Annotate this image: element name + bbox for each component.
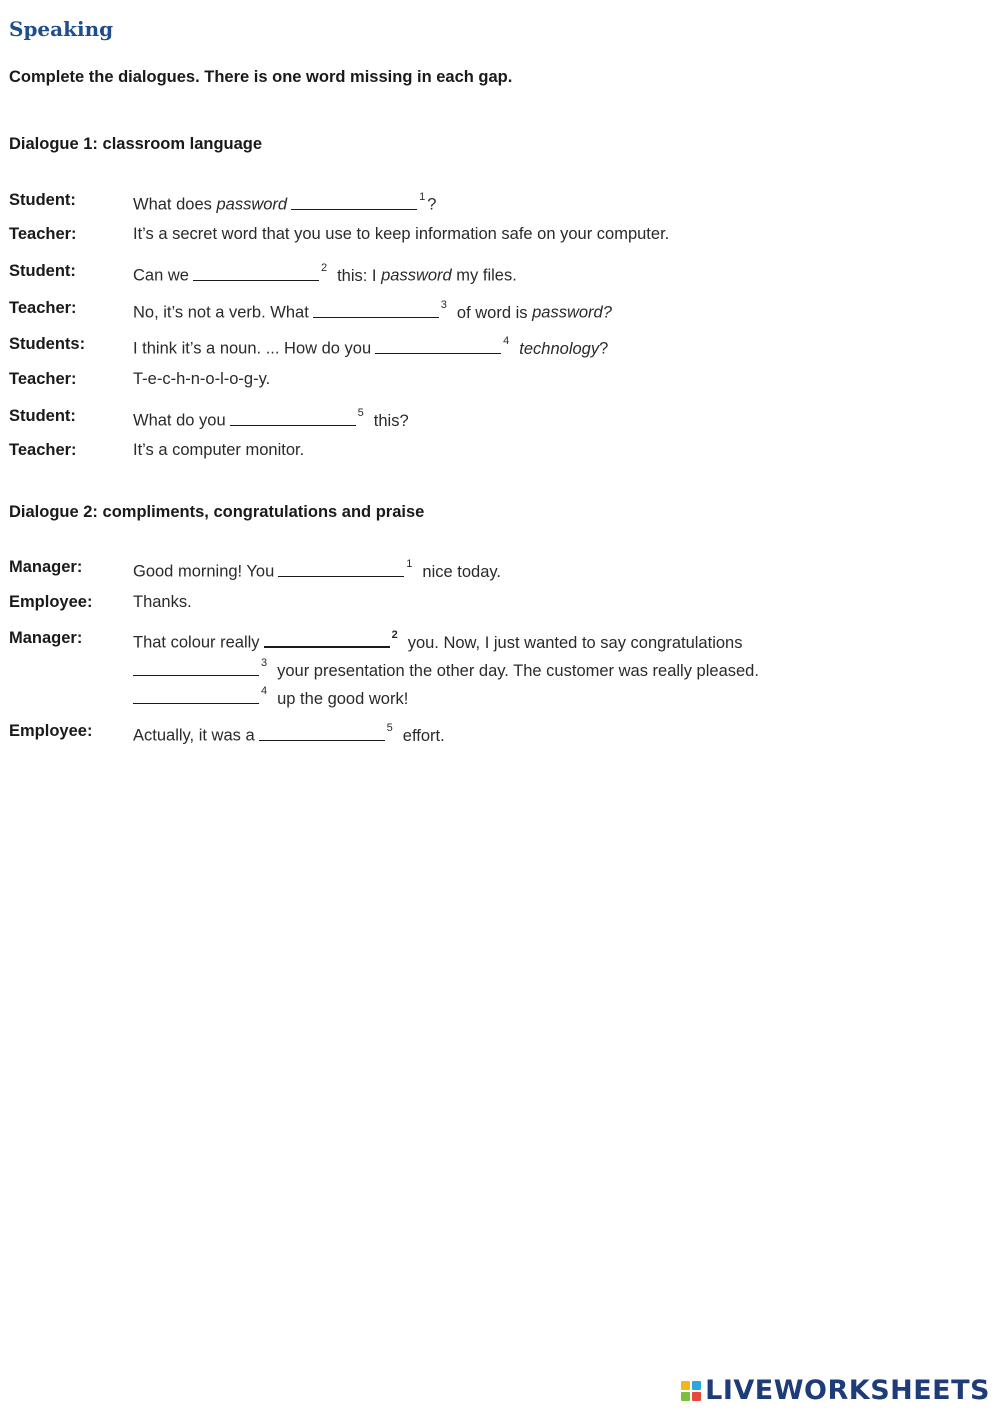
line-text: What does password $^1$ ? (133, 191, 437, 214)
speaker-label: Teacher: (9, 225, 77, 243)
speaker-label: Student: (9, 407, 76, 425)
answer-gap-3[interactable] (313, 305, 439, 318)
line-text: What do you $^5$ this? (133, 407, 409, 430)
speaker-label: Students: (9, 335, 86, 353)
speaker-label: Teacher: (9, 370, 77, 388)
logo-text: LIVEWORKSHEETS (705, 1375, 990, 1406)
instructions: Complete the dialogues. There is one word missing in each gap. (9, 68, 513, 86)
speaker-label: Student: (9, 191, 76, 209)
dialogue-2-line-3-cont-2 (9, 682, 980, 706)
dialogue-2-line-3-cont (9, 654, 980, 678)
line-text: Thanks. (133, 593, 192, 611)
dialogue-2-line-4 (9, 719, 980, 743)
line-text: Actually, it was a $^5$ effort. (133, 722, 445, 745)
answer-gap-4[interactable] (375, 341, 501, 354)
dialogue-1-line-5 (9, 332, 980, 356)
answer-gap-5[interactable] (230, 413, 356, 426)
dialogue-1-line-4 (9, 296, 980, 320)
liveworksheets-logo (681, 1375, 990, 1406)
speaker-label: Teacher: (9, 441, 77, 459)
speaker-label: Employee: (9, 593, 93, 611)
answer-gap-1[interactable] (291, 197, 417, 210)
line-text: Good morning! You $^1$ nice today. (133, 558, 501, 581)
line-text: $^3$ your presentation the other day. The customer was really pleased. (133, 654, 759, 683)
dialogue-1-line-7 (9, 404, 980, 428)
dialogue-2-line-1 (9, 555, 980, 579)
line-text: Can we $^2$ this: I password my files. (133, 262, 517, 285)
dialogue-2-line-3 (9, 626, 980, 650)
line-text: T-e-c-h-n-o-l-o-g-y. (133, 370, 271, 388)
logo-mark-icon (681, 1381, 701, 1401)
speaker-label: Manager: (9, 629, 83, 647)
page-title: Speaking (9, 17, 114, 41)
dialogue-1-line-3 (9, 259, 980, 283)
dialogue-1-line-8 (9, 438, 980, 462)
dialogue-1-line-6 (9, 367, 980, 391)
speaker-label: Manager: (9, 558, 83, 576)
line-text: That colour really $^2$ you. Now, I just wanted to say congratulations (133, 629, 743, 652)
dialogue-2-title: Dialogue 2: compliments, congratulations and praise (9, 503, 425, 521)
answer-gap-9[interactable] (133, 691, 259, 704)
line-text: $^4$ up the good work! (133, 682, 408, 711)
answer-gap-6[interactable] (278, 564, 404, 577)
dialogue-1-line-1 (9, 188, 980, 212)
speaker-label: Teacher: (9, 299, 77, 317)
line-text: It’s a secret word that you use to keep information safe on your computer. (133, 225, 670, 243)
answer-gap-7[interactable] (264, 634, 390, 648)
answer-gap-10[interactable] (259, 728, 385, 741)
line-text: It’s a computer monitor. (133, 441, 305, 459)
line-text: I think it’s a noun. ... How do you $^4$ technology? (133, 335, 609, 358)
answer-gap-2[interactable] (193, 268, 319, 281)
answer-gap-8[interactable] (133, 663, 259, 676)
dialogue-1-line-2 (9, 222, 980, 246)
speaker-label: Employee: (9, 722, 93, 740)
dialogue-2-line-2 (9, 590, 980, 614)
dialogue-1-title: Dialogue 1: classroom language (9, 135, 263, 153)
line-text: No, it’s not a verb. What $^3$ of word is password? (133, 299, 612, 322)
speaker-label: Student: (9, 262, 76, 280)
